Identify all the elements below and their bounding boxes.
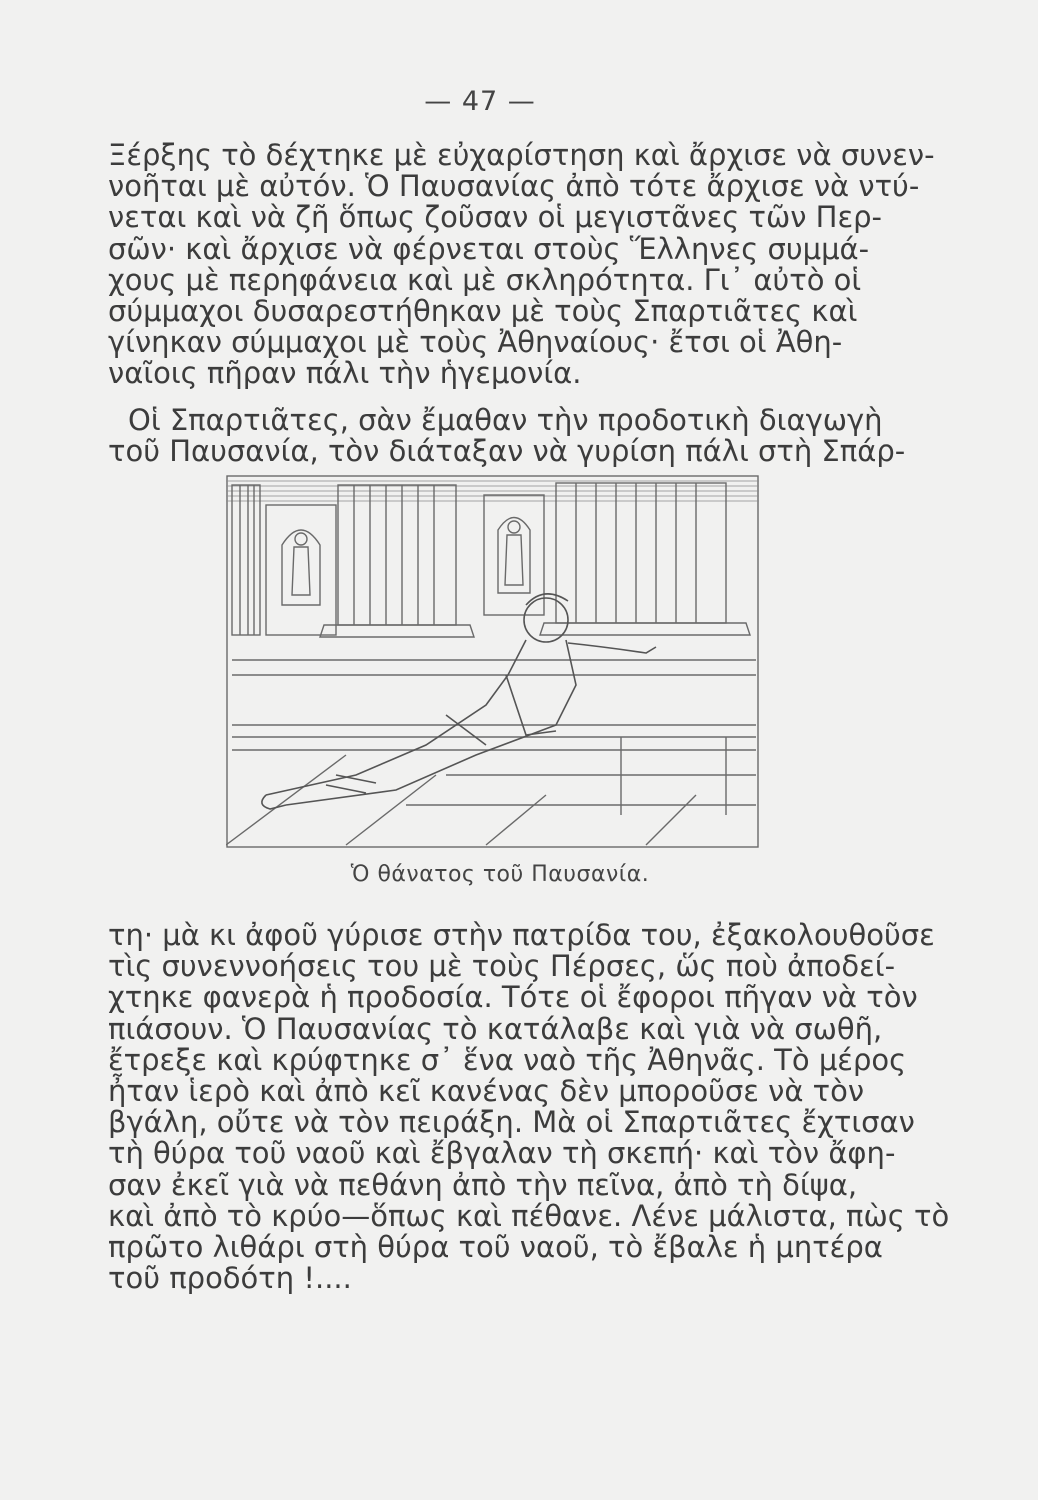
text-line: Οἱ Σπαρτιᾶτες, σὰν ἔμαθαν τὴν προδοτικὴ διαγωγὴ — [128, 403, 883, 437]
engraving-figure — [226, 475, 759, 848]
text-line: σῶν· καὶ ἄρχισε νὰ φέρνεται στοὺς Ἕλληνες συμμά- — [108, 231, 870, 266]
text-line: τὶς συνεννοήσεις του μὲ τοὺς Πέρσες, ὥς ποὺ ἀποδεί- — [108, 949, 896, 984]
paragraph-middle — [108, 405, 908, 467]
illustration-death-of-pausanias — [226, 475, 759, 848]
reclining-figure — [262, 594, 656, 809]
text-line: ἦταν ἱερὸ καὶ ἀπὸ κεῖ κανένας δὲν μποροῦσε νὰ τὸν — [108, 1074, 865, 1109]
column-left — [232, 485, 260, 635]
steps — [232, 660, 756, 805]
figure-caption: Ὁ θάνατος τοῦ Παυσανία. — [350, 862, 650, 887]
ceiling-hatching — [226, 481, 759, 501]
column-center-right — [540, 483, 750, 635]
column-center-left — [320, 485, 474, 637]
text-line: ναῖοις πῆραν πάλι τὴν ἡγεμονία. — [108, 356, 582, 391]
text-line: νεται καὶ νὰ ζῆ ὅπως ζοῦσαν οἱ μεγιστᾶνες τῶν Περ- — [108, 200, 883, 235]
text-line: πρῶτο λιθάρι στὴ θύρα τοῦ ναοῦ, τὸ ἔβαλε ἡ μητέρα — [108, 1230, 883, 1265]
text-line: Ξέρξης τὸ δέχτηκε μὲ εὐχαρίστηση καὶ ἄρχισε νὰ συνεν- — [108, 138, 935, 172]
text-line: χους μὲ περηφάνεια καὶ μὲ σκληρότητα. Γι᾽ αὐτὸ οἱ — [108, 262, 862, 297]
page-number: — 47 — — [424, 86, 536, 117]
floor-tiles — [226, 737, 726, 845]
text-line: τὴ θύρα τοῦ ναοῦ καὶ ἔβγαλαν τὴ σκεπή· καὶ τὸν ἄφη- — [108, 1136, 896, 1171]
paragraph-top — [108, 138, 935, 391]
niche-left — [266, 505, 336, 635]
text-line: τοῦ Παυσανία, τὸν διάταξαν νὰ γυρίση πάλι στὴ Σπάρ- — [108, 434, 906, 469]
text-line: χτηκε φανερὰ ἡ προδοσία. Τότε οἱ ἔφοροι πῆγαν νὰ τὸν — [108, 980, 918, 1015]
text-line: νοῆται μὲ αὐτόν. Ὁ Παυσανίας ἀπὸ τότε ἄρχισε νὰ ντύ- — [108, 169, 920, 204]
text-line: βγάλη, οὔτε νὰ τὸν πειράξη. Μὰ οἱ Σπαρτιᾶτες ἔχτισαν — [108, 1105, 915, 1140]
text-line: σαν ἐκεῖ γιὰ νὰ πεθάνη ἀπὸ τὴν πεῖνα, ἀπὸ τὴ δίψα, — [108, 1167, 858, 1202]
text-line: γίνηκαν σύμμαχοι μὲ τοὺς Ἀθηναίους· ἔτσι οἱ Ἀθη- — [108, 325, 843, 360]
text-line: πιάσουν. Ὁ Παυσανίας τὸ κατάλαβε καὶ γιὰ νὰ σωθῆ, — [108, 1011, 883, 1046]
text-line: σύμμαχοι δυσαρεστήθηκαν μὲ τοὺς Σπαρτιᾶτες καὶ — [108, 294, 858, 329]
text-line: ἔτρεξε καὶ κρύφτηκε σ᾽ ἕνα ναὸ τῆς Ἀθηνᾶς. Τὸ μέρος — [108, 1042, 907, 1077]
text-line: καὶ ἀπὸ τὸ κρύο—ὅπως καὶ πέθανε. Λένε μάλιστα, πὼς τὸ — [108, 1198, 950, 1233]
text-line: τη· μὰ κι ἀφοῦ γύρισε στὴν πατρίδα του, ἐξακολουθοῦσε — [108, 918, 935, 952]
paragraph-bottom — [108, 918, 950, 1296]
text-line: τοῦ προδότη !.... — [108, 1261, 352, 1296]
